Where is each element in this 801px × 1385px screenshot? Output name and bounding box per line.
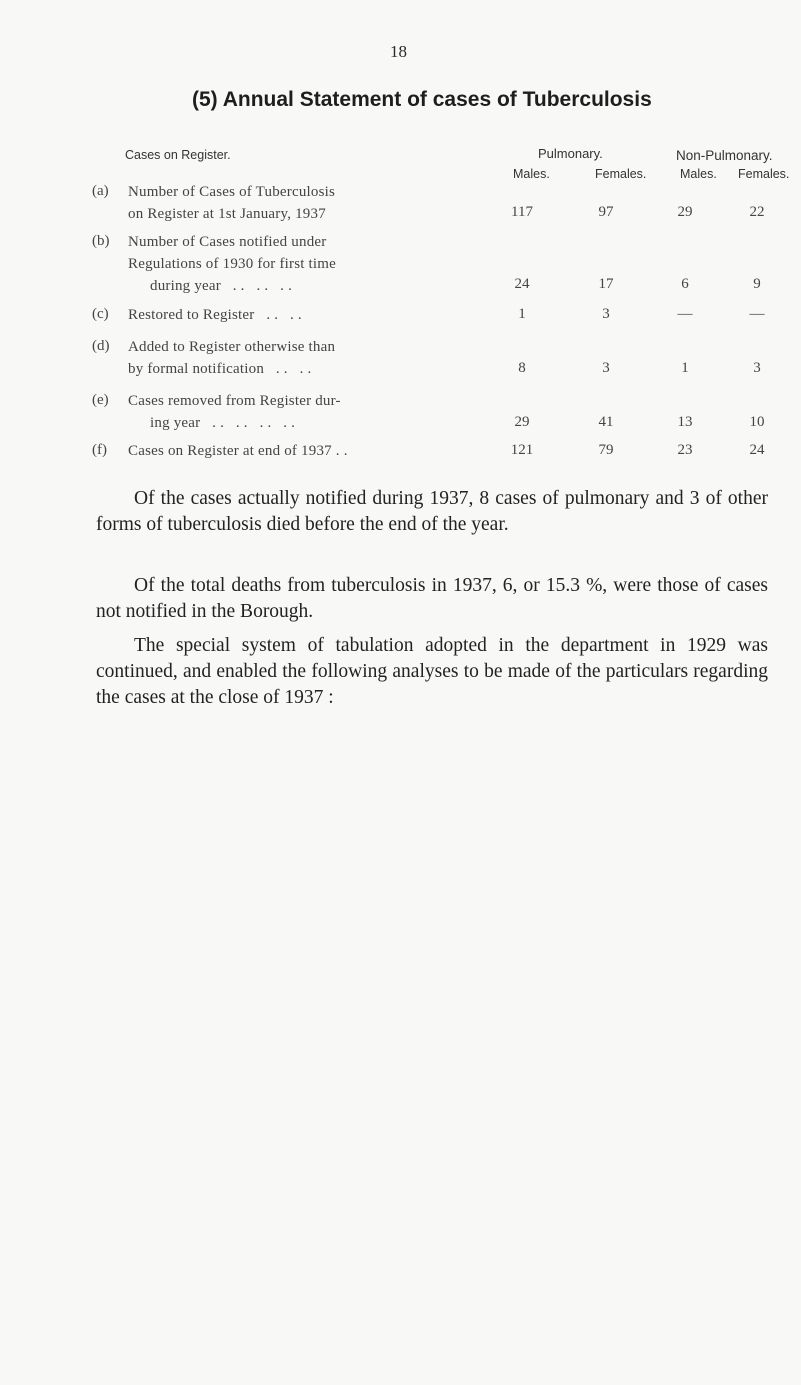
row-label-line: Restored to Register . . . . <box>128 307 302 323</box>
paragraph-text: Of the total deaths from tuberculosis in 1937, 6, or 15.3 %, were those of cases not notified in the Borough. <box>96 575 768 622</box>
value-nonpulmonary-males: 29 <box>677 204 693 220</box>
value-pulmonary-females: 97 <box>598 204 614 220</box>
row-label-line: during year . . . . . . <box>150 278 293 294</box>
subheader-pulmonary-males: Males. <box>513 167 550 181</box>
row-letter: (a) <box>92 183 109 199</box>
value-pulmonary-males: 29 <box>514 414 530 430</box>
value-pulmonary-females: 41 <box>598 414 614 430</box>
subheader-nonpulmonary-males: Males. <box>680 167 717 181</box>
value-pulmonary-males: 24 <box>514 276 530 292</box>
row-label-line: on Register at 1st January, 1937 <box>128 206 326 222</box>
row-letter: (e) <box>92 392 109 408</box>
row-label-line: Cases on Register at end of 1937 . . <box>128 443 348 459</box>
row-label-line: Added to Register otherwise than <box>128 339 336 355</box>
paragraph-text: The special system of tabulation adopted in the department in 1929 was continued, and enabled the following analyses to be made of the particulars regarding the cases at the close of 1937 : <box>96 635 768 708</box>
value-pulmonary-females: 3 <box>602 360 610 376</box>
row-letter: (c) <box>92 306 109 322</box>
value-nonpulmonary-females: — <box>749 306 765 322</box>
value-nonpulmonary-females: 24 <box>749 442 765 458</box>
row-label-line: Number of Cases notified under <box>128 234 327 250</box>
header-non-pulmonary: Non-Pulmonary. <box>676 148 773 163</box>
row-label-line: Number of Cases of Tuberculosis <box>128 184 336 200</box>
row-label-line: by formal notification . . . . <box>128 361 312 377</box>
row-letter: (f) <box>92 442 107 458</box>
row-label-line: ing year . . . . . . . . <box>150 415 296 431</box>
value-pulmonary-males: 8 <box>518 360 526 376</box>
page-title: (5) Annual Statement of cases of Tuberculosis <box>192 88 652 111</box>
value-nonpulmonary-males: 1 <box>681 360 689 376</box>
value-nonpulmonary-females: 10 <box>749 414 765 430</box>
value-nonpulmonary-females: 22 <box>749 204 765 220</box>
header-cases: Cases on Register. <box>125 148 231 162</box>
value-nonpulmonary-males: 23 <box>677 442 693 458</box>
page-number: 18 <box>390 42 407 61</box>
row-label-line: Cases removed from Register dur- <box>128 393 341 409</box>
value-pulmonary-males: 1 <box>518 306 526 322</box>
paragraph <box>96 486 768 538</box>
paragraph <box>96 633 768 711</box>
value-pulmonary-females: 3 <box>602 306 610 322</box>
row-letter: (b) <box>92 233 110 249</box>
value-pulmonary-females: 79 <box>598 442 614 458</box>
value-nonpulmonary-males: 13 <box>677 414 693 430</box>
paragraph <box>96 573 768 625</box>
row-label-line: Regulations of 1930 for first time <box>128 256 337 272</box>
value-nonpulmonary-females: 9 <box>753 276 761 292</box>
header-pulmonary: Pulmonary. <box>538 146 603 161</box>
value-nonpulmonary-males: 6 <box>681 276 689 292</box>
value-pulmonary-males: 121 <box>510 442 534 458</box>
subheader-pulmonary-females: Females. <box>595 167 647 181</box>
subheader-nonpulmonary-females: Females. <box>738 167 790 181</box>
row-letter: (d) <box>92 338 110 354</box>
paragraph-text: Of the cases actually notified during 1937, 8 cases of pulmonary and 3 of other forms of tuberculosis died before the end of the year. <box>96 488 768 535</box>
value-pulmonary-females: 17 <box>598 276 614 292</box>
value-pulmonary-males: 117 <box>511 204 533 220</box>
value-nonpulmonary-females: 3 <box>753 360 761 376</box>
value-nonpulmonary-males: — <box>677 306 693 322</box>
